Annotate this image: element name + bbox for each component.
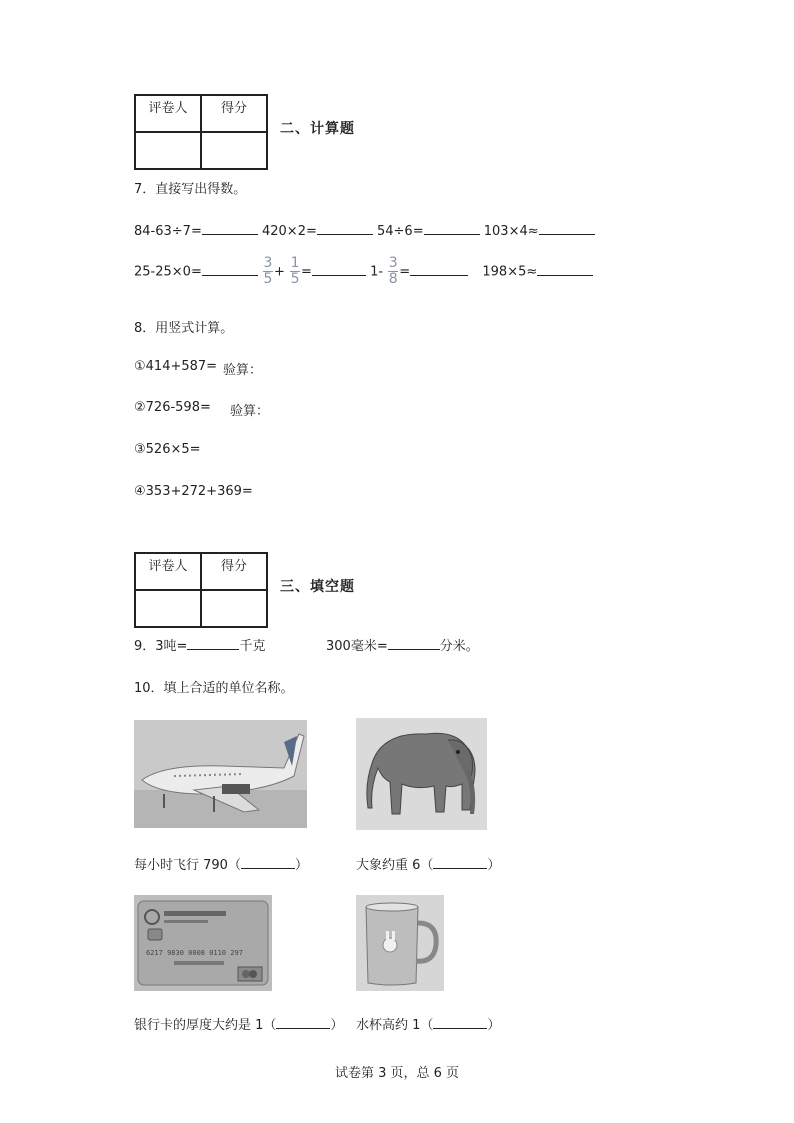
answer-blank[interactable] — [433, 1014, 487, 1029]
airplane-image — [134, 720, 307, 828]
question-10-title: 10．填上合适的单位名称。 — [134, 681, 294, 696]
q7-row-1 — [134, 220, 595, 239]
grader-cell[interactable] — [135, 132, 201, 169]
q10-item-close: ） — [487, 858, 501, 873]
answer-blank[interactable] — [187, 635, 239, 650]
answer-blank[interactable] — [202, 261, 258, 276]
page-footer: 试卷第 3 页，总 6 页 — [334, 1066, 460, 1081]
denominator: 5 — [290, 271, 300, 287]
score-table-section3 — [134, 552, 268, 628]
check-label: 验算： — [223, 363, 263, 378]
equals-sign: = — [301, 264, 312, 280]
answer-blank[interactable] — [539, 220, 595, 235]
q10-item-text: 大象约重 6（ — [356, 858, 434, 873]
cup-image — [356, 895, 444, 991]
q10-item-text: 银行卡的厚度大约是 1（ — [134, 1018, 277, 1033]
q10-item-close: ） — [294, 858, 308, 873]
grader-label: 评卷人 — [135, 553, 201, 590]
section-title: 二、计算题 — [280, 121, 355, 137]
grader-label: 评卷人 — [135, 95, 201, 132]
q8-item-2: ②726-598= — [134, 400, 211, 415]
section-title: 三、填空题 — [280, 579, 355, 595]
q9-part1-label: 9．3吨= — [134, 639, 188, 654]
answer-blank[interactable] — [241, 854, 295, 869]
answer-blank[interactable] — [537, 261, 593, 276]
answer-blank[interactable] — [388, 635, 440, 650]
grader-cell[interactable] — [135, 590, 201, 627]
answer-blank[interactable] — [312, 261, 366, 276]
answer-blank[interactable] — [202, 220, 258, 235]
question-8-title: 8．用竖式计算。 — [134, 321, 234, 336]
question-9 — [134, 635, 265, 654]
one-minus: 1- — [370, 264, 384, 280]
score-label: 得分 — [201, 553, 267, 590]
answer-blank[interactable] — [317, 220, 373, 235]
q9-part2-label: 300毫米= — [326, 639, 388, 654]
q7-row-2 — [134, 255, 593, 292]
answer-blank[interactable] — [424, 220, 480, 235]
q10-item-4 — [356, 1014, 500, 1033]
fraction — [289, 255, 301, 287]
q10-item-text: 水杯高约 1（ — [356, 1018, 434, 1033]
q10-item-close: ） — [330, 1018, 344, 1033]
numerator: 1 — [290, 255, 300, 271]
q10-item-text: 每小时飞行 790（ — [134, 858, 241, 873]
denominator: 8 — [388, 271, 398, 287]
q7-expr: 198×5≈ — [482, 264, 538, 280]
score-cell[interactable] — [201, 132, 267, 169]
q10-item-close: ） — [487, 1018, 501, 1033]
q9-part1-unit: 千克 — [239, 639, 266, 654]
q7-expr: 420×2= — [261, 224, 317, 239]
q8-item-4: ④353+272+369= — [134, 484, 253, 499]
q7-expr: 103×4≈ — [483, 224, 539, 239]
elephant-image — [356, 718, 487, 830]
answer-blank[interactable] — [410, 261, 468, 276]
q8-item-1: ①414+587= — [134, 359, 218, 374]
q10-item-2 — [356, 854, 500, 873]
q7-expr: 84-63÷7= — [134, 224, 202, 239]
score-label: 得分 — [201, 95, 267, 132]
q10-item-3 — [134, 1014, 343, 1033]
numerator: 3 — [263, 255, 273, 271]
score-table-section2 — [134, 94, 268, 170]
fraction — [262, 255, 274, 287]
check-label: 验算： — [230, 404, 270, 419]
q7-expr: 25-25×0= — [134, 264, 202, 280]
score-cell[interactable] — [201, 590, 267, 627]
answer-blank[interactable] — [433, 854, 487, 869]
equals-sign: = — [399, 264, 411, 280]
plus-sign: + — [273, 264, 285, 280]
question-7-title: 7．直接写出得数。 — [134, 182, 247, 197]
numerator: 3 — [388, 255, 398, 271]
fraction — [387, 255, 399, 287]
q8-item-3: ③526×5= — [134, 442, 201, 457]
q10-item-1 — [134, 854, 308, 873]
bank-card-image — [134, 895, 272, 991]
denominator: 5 — [263, 271, 273, 287]
q9-part2-unit: 分米。 — [439, 639, 479, 654]
q7-expr: 54÷6= — [377, 224, 424, 239]
answer-blank[interactable] — [276, 1014, 330, 1029]
question-9-part2 — [326, 635, 479, 654]
card-number: 6217 9830 0008 0110 297 — [146, 949, 243, 957]
